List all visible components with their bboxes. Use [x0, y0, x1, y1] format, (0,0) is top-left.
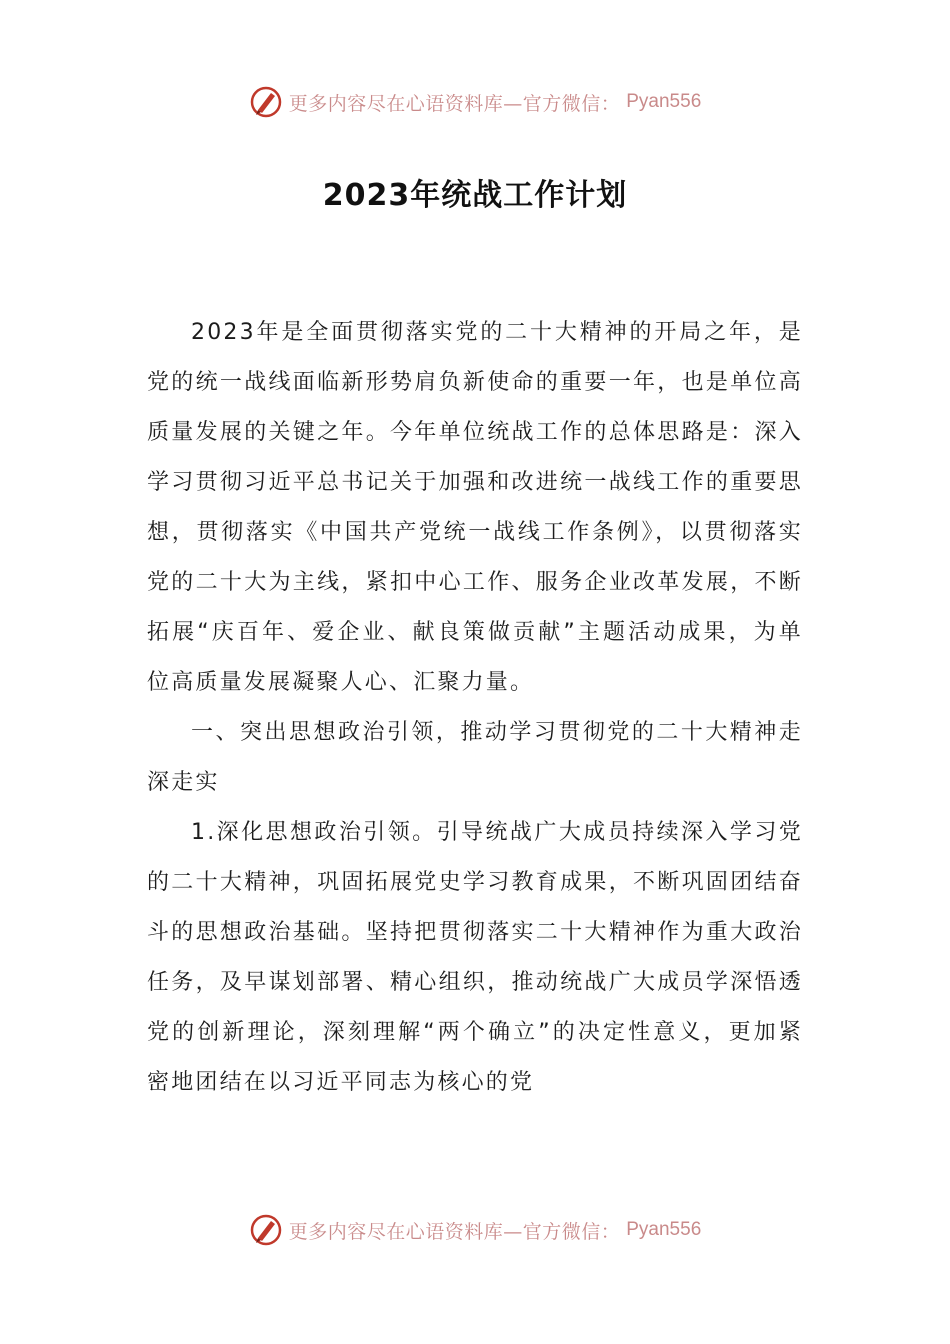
header-banner	[0, 82, 950, 122]
footer-banner-wechat-id: Pyan556	[626, 1219, 702, 1240]
header-banner-text: 更多内容尽在心语资料库—官方微信：	[288, 92, 621, 115]
paragraph-intro: 2023年是全面贯彻落实党的二十大精神的开局之年，是党的统一战线面临新形势肩负新使命的重要一年，也是单位高质量发展的关键之年。今年单位统战工作的总体思路是：深入学习贯彻习近平总书记关于加强和改进统一战线工作的重要思想，贯彻落实《中国共产党统一战线工作条例》，以贯彻落实党的二十大为主线，紧扣中心工作、服务企业改革发展，不断拓展“庆百年、爱企业、献良策做贡献”主题活动成果，为单位高质量发展凝聚人心、汇聚力量。	[147, 320, 803, 695]
footer-banner-text: 更多内容尽在心语资料库—官方微信：	[288, 1220, 621, 1243]
document-body	[147, 308, 803, 1108]
footer-banner	[0, 1210, 950, 1250]
section-heading-1: 一、突出思想政治引领，推动学习贯彻党的二十大精神走深走实	[147, 720, 803, 795]
pen-logo-icon	[249, 85, 283, 119]
document-title: 2023年统战工作计划	[322, 178, 628, 213]
pen-logo-icon	[249, 1213, 283, 1247]
header-banner-wechat-id: Pyan556	[626, 91, 702, 112]
paragraph-item-1: 1.深化思想政治引领。引导统战广大成员持续深入学习党的二十大精神，巩固拓展党史学习教育成果，不断巩固团结奋斗的思想政治基础。坚持把贯彻落实二十大精神作为重大政治任务，及早谋划部署、精心组织，推动统战广大成员学深悟透党的创新理论，深刻理解“两个确立”的决定性意义，更加紧密地团结在以习近平同志为核心的党	[147, 820, 803, 1095]
